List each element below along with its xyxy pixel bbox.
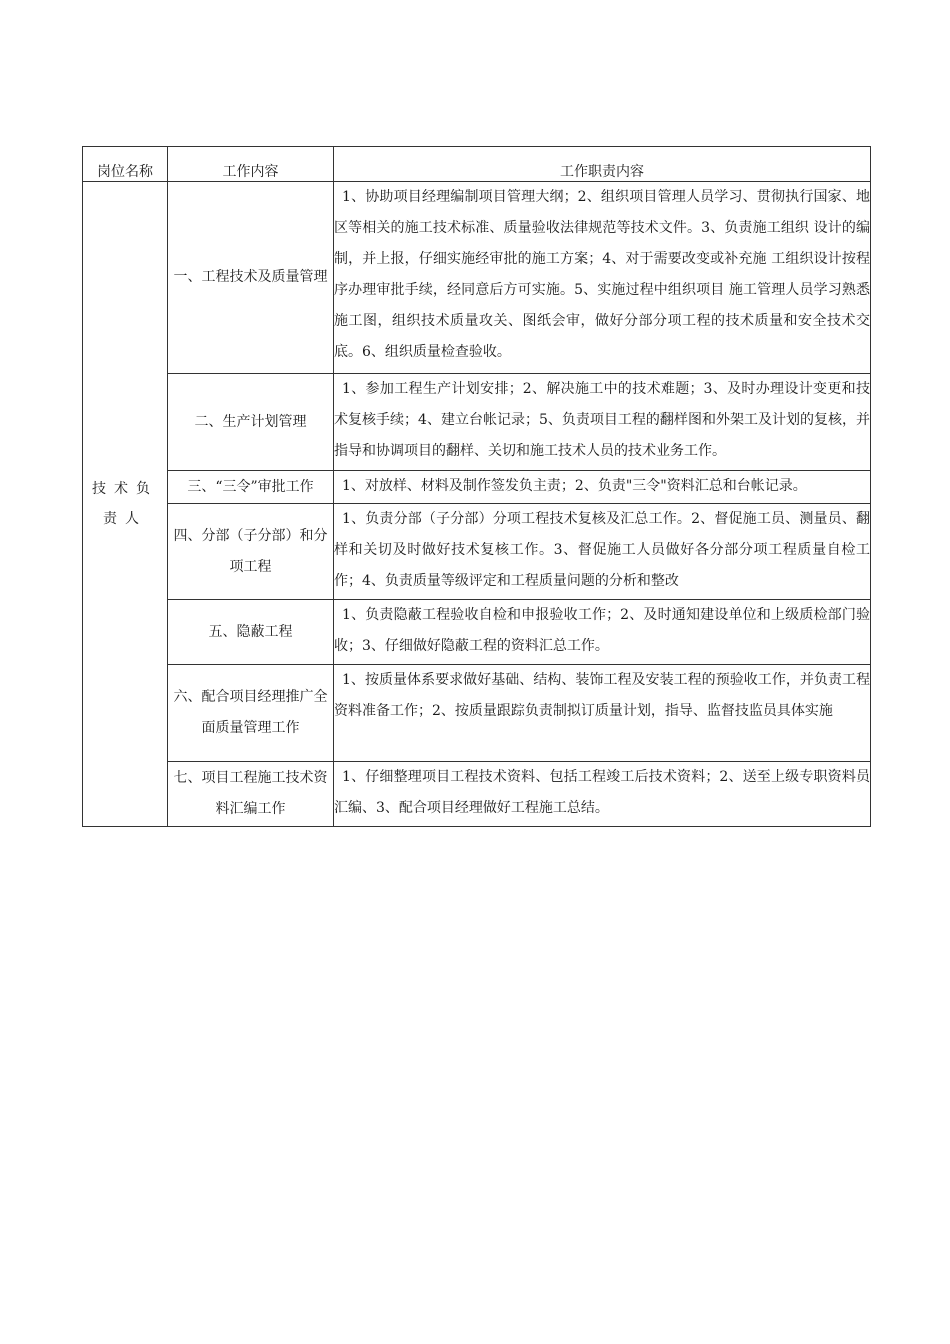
duty-cell: 1、对放样、材料及制作签发负主责；2、负责"三令"资料汇总和台帐记录。 xyxy=(334,471,871,504)
header-post: 岗位名称 xyxy=(83,147,168,182)
task-cell: 五、隐蔽工程 xyxy=(168,600,334,665)
task-cell: 三、“三令”审批工作 xyxy=(168,471,334,504)
header-task: 工作内容 xyxy=(168,147,334,182)
duty-cell: 1、协助项目经理编制项目管理大纲；2、组织项目管理人员学习、贯彻执行国家、地区等相关的施工技术标准、质量验收法律规范等技术文件。3、负责施工组织 设计的编制，并上报，仔细实施经审批的施工方案；4、对于需要改变或补充施 工组织设计按程序办理审批手续，经同意后方可实施。5、实施过程中组织项目 施工管理人员学习熟悉施工图，组织技术质量攻关、图纸会审，做好分部分项工程的技术质量和安全技术交底。6、组织质量检查验收。 xyxy=(334,182,871,374)
duty-cell: 1、参加工程生产计划安排；2、解决施工中的技术难题；3、及时办理设计变更和技术复核手续；4、建立台帐记录；5、负责项目工程的翻样图和外架工及计划的复核，并指导和协调项目的翻样、关切和施工技术人员的技术业务工作。 xyxy=(334,374,871,471)
table-row xyxy=(83,762,871,827)
duty-cell: 1、负责隐蔽工程验收自检和申报验收工作；2、及时通知建设单位和上级质检部门验收；3、仔细做好隐蔽工程的资料汇总工作。 xyxy=(334,600,871,665)
task-cell: 一、工程技术及质量管理 xyxy=(168,182,334,374)
duty-table xyxy=(82,146,871,827)
header-duty: 工作职责内容 xyxy=(334,147,871,182)
header-row xyxy=(83,147,871,182)
task-cell: 四、分部（子分部）和分项工程 xyxy=(168,504,334,600)
duty-cell: 1、仔细整理项目工程技术资料、包括工程竣工后技术资料；2、送至上级专职资料员汇编、3、配合项目经理做好工程施工总结。 xyxy=(334,762,871,827)
table-row xyxy=(83,600,871,665)
task-cell: 二、生产计划管理 xyxy=(168,374,334,471)
task-cell: 六、配合项目经理推广全面质量管理工作 xyxy=(168,665,334,762)
task-cell: 七、项目工程施工技术资料汇编工作 xyxy=(168,762,334,827)
table-row xyxy=(83,182,871,374)
duty-cell: 1、负责分部（子分部）分项工程技术复核及汇总工作。2、督促施工员、测量员、翻样和关切及时做好技术复核工作。3、督促施工人员做好各分部分项工程质量自检工作；4、负责质量等级评定和工程质量问题的分析和整改 xyxy=(334,504,871,600)
duty-cell: 1、按质量体系要求做好基础、结构、装饰工程及安装工程的预验收工作，并负责工程资料准备工作；2、按质量跟踪负责制拟订质量计划，指导、监督技监员具体实施 xyxy=(334,665,871,762)
table-row xyxy=(83,504,871,600)
table-row xyxy=(83,374,871,471)
table-row xyxy=(83,665,871,762)
table-row xyxy=(83,471,871,504)
post-name-cell: 技术负责人 xyxy=(83,182,168,827)
